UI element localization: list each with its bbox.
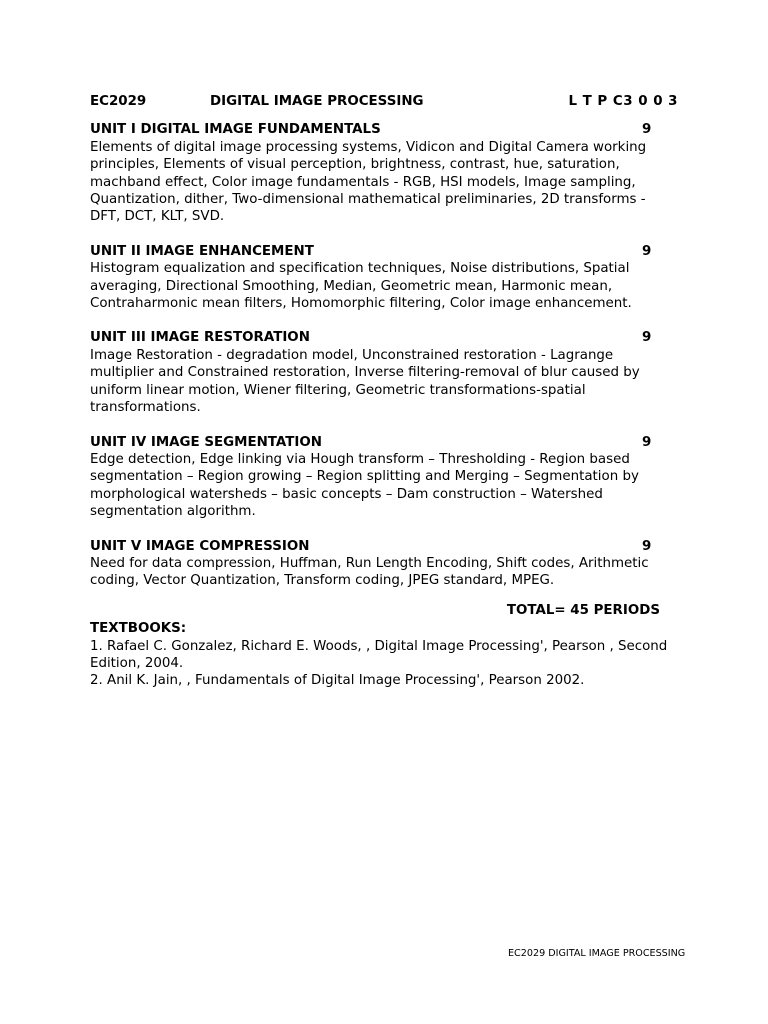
unit-content: Image Restoration - degradation model, Unconstrained restoration - Lagrange multiplier and Constrained restoration, Inverse filtering-removal of blur caused by uniform linear motion, Wiener filtering, Geometric transformations-spatial transformations.: [90, 347, 640, 416]
textbook-item: 1. Rafael C. Gonzalez, Richard E. Woods, , Digital Image Processing', Pearson , Second Edition, 2004.: [90, 638, 668, 671]
course-title: DIGITAL IMAGE PROCESSING: [210, 94, 424, 109]
unit-hours: 9: [642, 122, 652, 138]
unit-4: [90, 434, 680, 521]
page-footer: EC2029 DIGITAL IMAGE PROCESSING: [508, 948, 686, 959]
unit-3: [90, 329, 680, 416]
course-code: EC2029: [90, 94, 147, 109]
unit-5: [90, 538, 680, 590]
total-periods: TOTAL= 45 PERIODS: [506, 602, 660, 618]
unit-heading: [90, 121, 680, 138]
unit-heading: [90, 434, 680, 451]
unit-hours: 9: [642, 434, 652, 450]
unit-1: [90, 121, 680, 225]
course-ltpc: L T P C3 0 0 3: [568, 94, 678, 109]
unit-heading: [90, 329, 680, 346]
unit-hours: 9: [642, 243, 652, 259]
unit-content: Edge detection, Edge linking via Hough transform – Thresholding - Region based segmentation – Region growing – Region splitting and Merging – Segmentation by morphological watersheds – basic concepts – Dam construction – Watershed segmentation algorithm.: [90, 451, 639, 520]
unit-title: UNIT I DIGITAL IMAGE FUNDAMENTALS: [90, 122, 381, 138]
textbooks-heading: TEXTBOOKS:: [90, 621, 187, 637]
unit-heading: [90, 243, 680, 260]
unit-title: UNIT IV IMAGE SEGMENTATION: [90, 434, 322, 450]
unit-2: [90, 243, 680, 313]
course-header: [90, 93, 680, 110]
textbook-item: 2. Anil K. Jain, , Fundamentals of Digital Image Processing', Pearson 2002.: [90, 673, 585, 689]
unit-content: Elements of digital image processing systems, Vidicon and Digital Camera working principles, Elements of visual perception, brightness, contrast, hue, saturation, machband effect, Color image fundamentals - RGB, HSI models, Image sampling, Quantization, dither, Two-dimensional mathematical preliminaries, 2D transforms - DFT, DCT, KLT, SVD.: [90, 139, 647, 225]
unit-hours: 9: [642, 538, 652, 554]
unit-title: UNIT V IMAGE COMPRESSION: [90, 538, 310, 554]
syllabus-page: [90, 93, 680, 690]
unit-title: UNIT III IMAGE RESTORATION: [90, 330, 310, 346]
unit-content: Histogram equalization and specification techniques, Noise distributions, Spatial averaging, Directional Smoothing, Median, Geometric mean, Harmonic mean, Contraharmonic mean filters, Homomorphic filtering, Color image enhancement.: [90, 261, 632, 312]
unit-title: UNIT II IMAGE ENHANCEMENT: [90, 243, 314, 259]
unit-heading: [90, 538, 680, 555]
unit-hours: 9: [642, 330, 652, 346]
unit-content: Need for data compression, Huffman, Run Length Encoding, Shift codes, Arithmetic coding, Vector Quantization, Transform coding, JPEG standard, MPEG.: [90, 555, 649, 589]
